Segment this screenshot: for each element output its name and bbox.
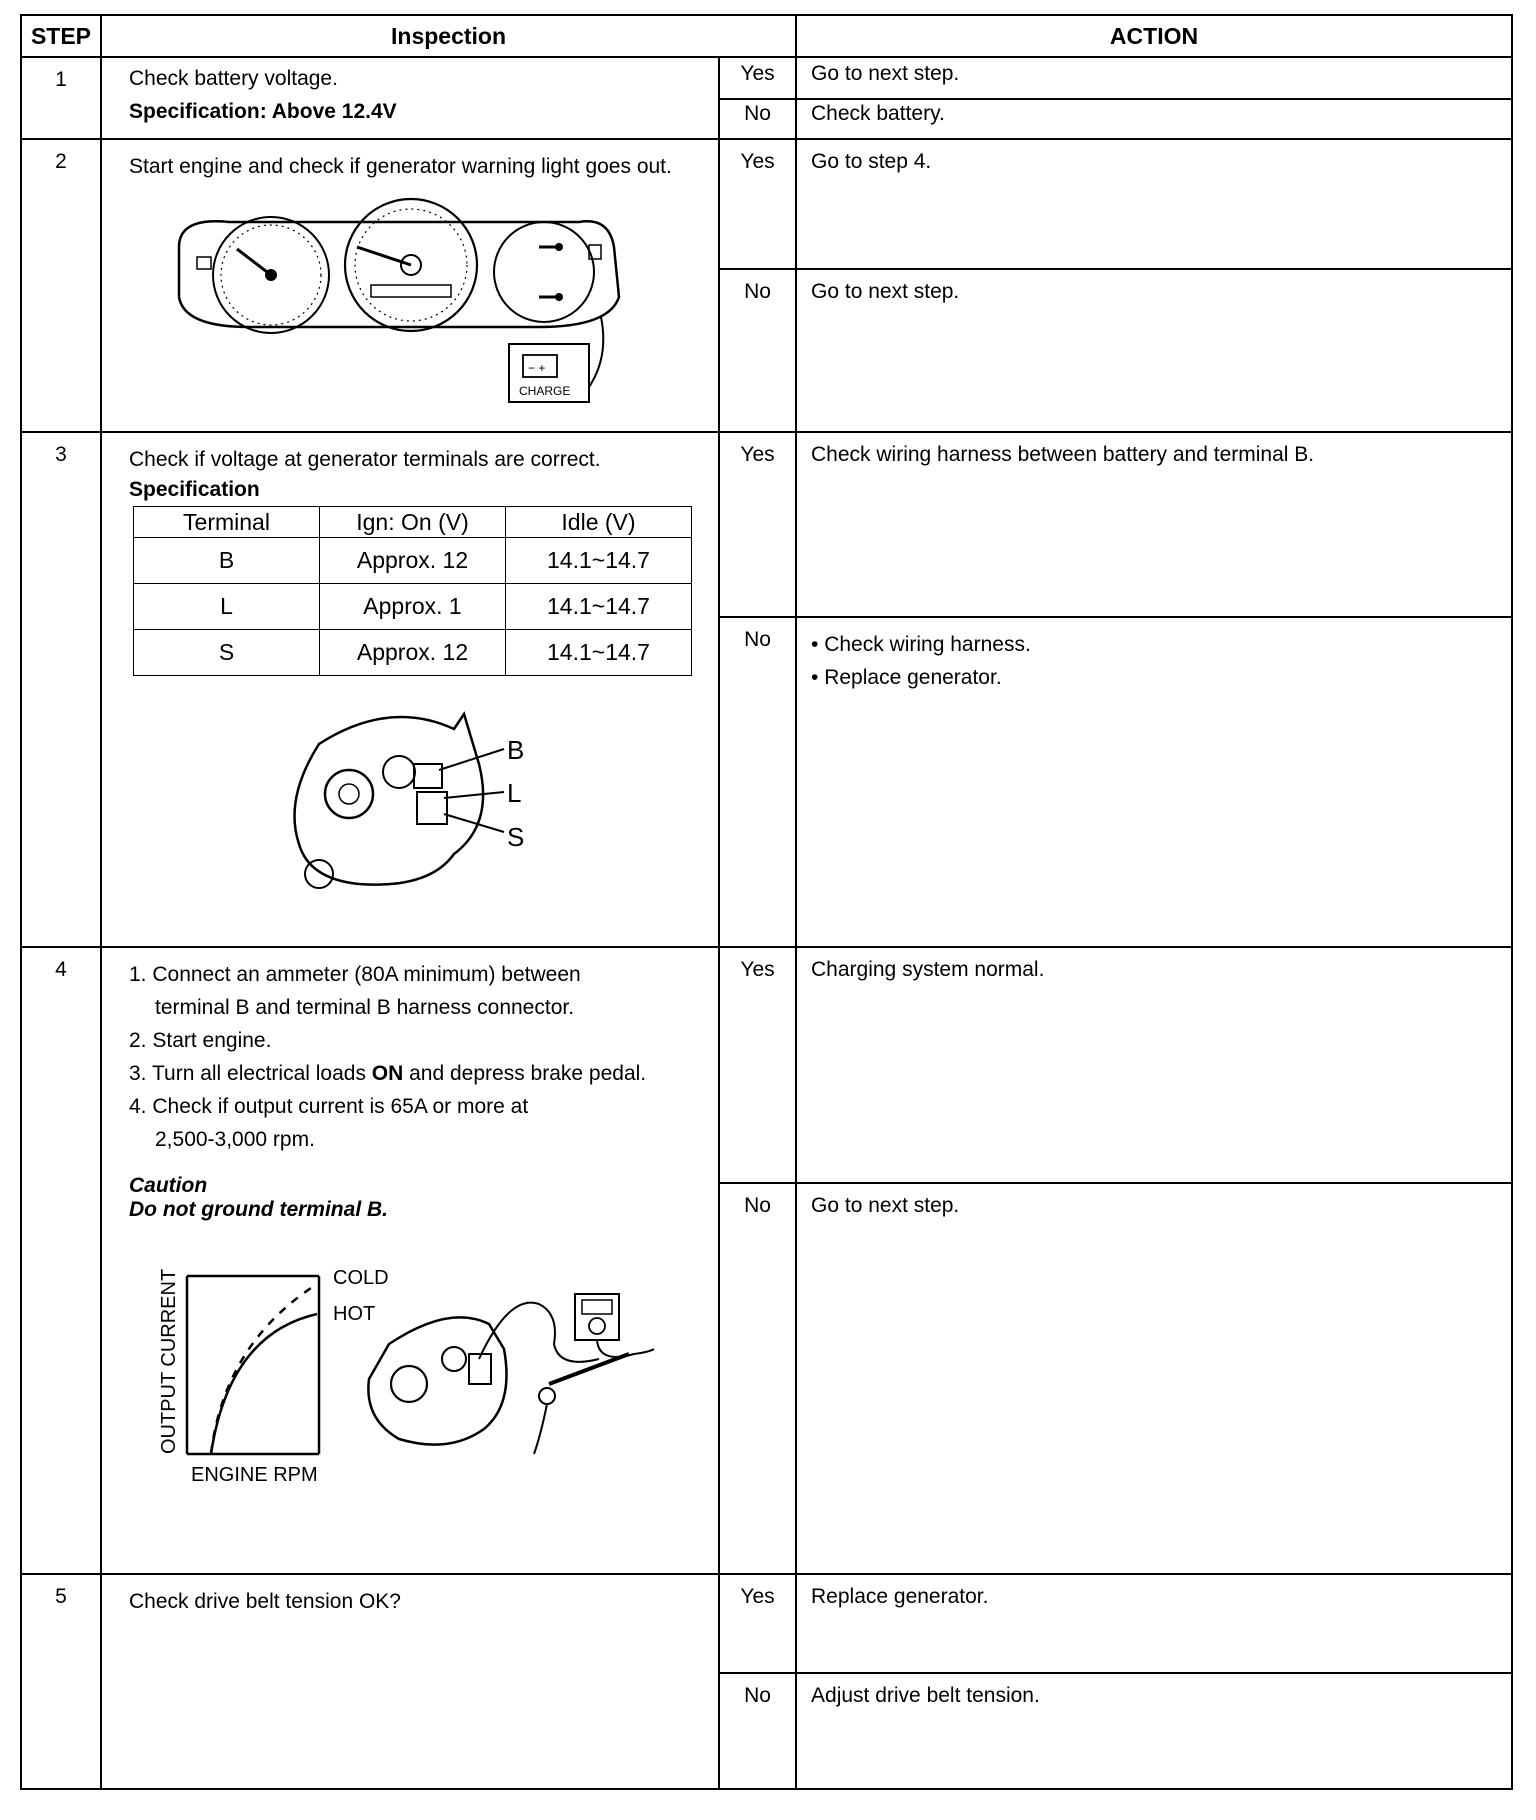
yes-action: Charging system normal.: [796, 947, 1512, 1183]
procedure-text: and depress brake pedal.: [403, 1062, 647, 1085]
chart-y-label: OUTPUT CURRENT: [158, 1268, 180, 1454]
yes-label: Yes: [719, 139, 796, 269]
spec-ign-on: Approx. 12: [320, 630, 506, 676]
spec-row: [134, 538, 692, 584]
no-action: Check battery.: [796, 99, 1512, 139]
yes-label: Yes: [719, 947, 796, 1183]
spec-terminal: S: [134, 630, 320, 676]
header-row: [21, 15, 1512, 57]
step-3-spec-title: Specification: [129, 478, 260, 501]
no-label: No: [719, 99, 796, 139]
no-action: Adjust drive belt tension.: [796, 1673, 1512, 1789]
yes-label: Yes: [719, 1574, 796, 1673]
step-5-yes-row: [21, 1574, 1512, 1673]
caution-text: Do not ground terminal B.: [129, 1198, 388, 1221]
charge-label: CHARGE: [519, 384, 571, 398]
step-number: 1: [21, 57, 101, 139]
procedure-item: terminal B and terminal B harness connector.: [155, 996, 575, 1019]
step-3-instruction: Check if voltage at generator terminals are correct.: [129, 448, 601, 471]
procedure-item: 4. Check if output current is 65A or more at: [129, 1095, 529, 1118]
step-2-yes-row: [21, 139, 1512, 269]
spec-terminal: B: [134, 538, 320, 584]
chart-x-label: ENGINE RPM: [191, 1464, 318, 1484]
spec-idle: 14.1~14.7: [506, 630, 692, 676]
step-5-inspection: [101, 1574, 719, 1789]
step-1-instruction: Check battery voltage.: [129, 67, 338, 90]
spec-row: [134, 630, 692, 676]
header-action: ACTION: [796, 15, 1512, 57]
step-3-yes-row: [21, 432, 1512, 617]
terminal-b-label: B: [507, 735, 525, 765]
procedure-item: 2. Start engine.: [129, 1029, 272, 1052]
spec-ign-on: Approx. 12: [320, 538, 506, 584]
spec-row: [134, 584, 692, 630]
step-number: 2: [21, 139, 101, 432]
yes-action: Go to step 4.: [796, 139, 1512, 269]
no-label: No: [719, 269, 796, 432]
procedure-emphasis: ON: [371, 1062, 404, 1085]
terminal-l-label: L: [507, 778, 522, 808]
header-inspection: Inspection: [101, 15, 796, 57]
step-1-inspection: [101, 57, 719, 139]
yes-action: Check wiring harness between battery and terminal B.: [796, 432, 1512, 617]
step-number: 5: [21, 1574, 101, 1789]
spec-idle: 14.1~14.7: [506, 584, 692, 630]
step-5-instruction: Check drive belt tension OK?: [129, 1590, 401, 1613]
procedure-text: 3. Turn all electrical loads: [129, 1062, 372, 1085]
yes-label: Yes: [719, 432, 796, 617]
no-action-item: • Replace generator.: [811, 666, 1002, 689]
spec-idle: 14.1~14.7: [506, 538, 692, 584]
step-3-inspection: [101, 432, 719, 947]
instrument-cluster-figure: [139, 187, 699, 407]
step-1-specification: Specification: Above 12.4V: [129, 100, 397, 123]
no-label: No: [719, 617, 796, 947]
generator-terminals-figure: [279, 704, 679, 904]
spec-header-ign-on: Ign: On (V): [320, 507, 506, 538]
no-label: No: [719, 1183, 796, 1574]
no-action-item: • Check wiring harness.: [811, 633, 1031, 656]
procedure-item: 2,500-3,000 rpm.: [155, 1128, 315, 1151]
terminal-s-label: S: [507, 822, 525, 852]
diagnostic-table: [20, 14, 1513, 1790]
step-4-inspection: [101, 947, 719, 1574]
no-action: [796, 617, 1512, 947]
yes-action: Replace generator.: [796, 1574, 1512, 1673]
no-action-list: [811, 628, 1497, 694]
step-2-instruction: Start engine and check if generator warning light goes out.: [129, 155, 672, 178]
chart-hot-label: HOT: [333, 1303, 376, 1325]
procedure-item: [129, 1057, 704, 1090]
spec-header-terminal: Terminal: [134, 507, 320, 538]
step-2-inspection: [101, 139, 719, 432]
svg-text:− +: − +: [528, 361, 546, 375]
header-step: STEP: [21, 15, 101, 57]
yes-label: Yes: [719, 57, 796, 99]
step-4-yes-row: [21, 947, 1512, 1183]
step-1-yes-row: [21, 57, 1512, 99]
yes-action: Go to next step.: [796, 57, 1512, 99]
no-action: Go to next step.: [796, 1183, 1512, 1574]
voltage-spec-table: [133, 506, 692, 676]
step-4-procedure: [129, 958, 704, 1156]
caution-block: [129, 1174, 704, 1222]
step-number: 4: [21, 947, 101, 1574]
no-action: Go to next step.: [796, 269, 1512, 432]
no-label: No: [719, 1673, 796, 1789]
spec-terminal: L: [134, 584, 320, 630]
spec-header-row: [134, 507, 692, 538]
spec-ign-on: Approx. 1: [320, 584, 506, 630]
chart-cold-label: COLD: [333, 1267, 389, 1289]
step-number: 3: [21, 432, 101, 947]
spec-header-idle: Idle (V): [506, 507, 692, 538]
procedure-item: 1. Connect an ammeter (80A minimum) between: [129, 963, 581, 986]
output-current-figure: [129, 1254, 699, 1484]
caution-title: Caution: [129, 1174, 208, 1197]
